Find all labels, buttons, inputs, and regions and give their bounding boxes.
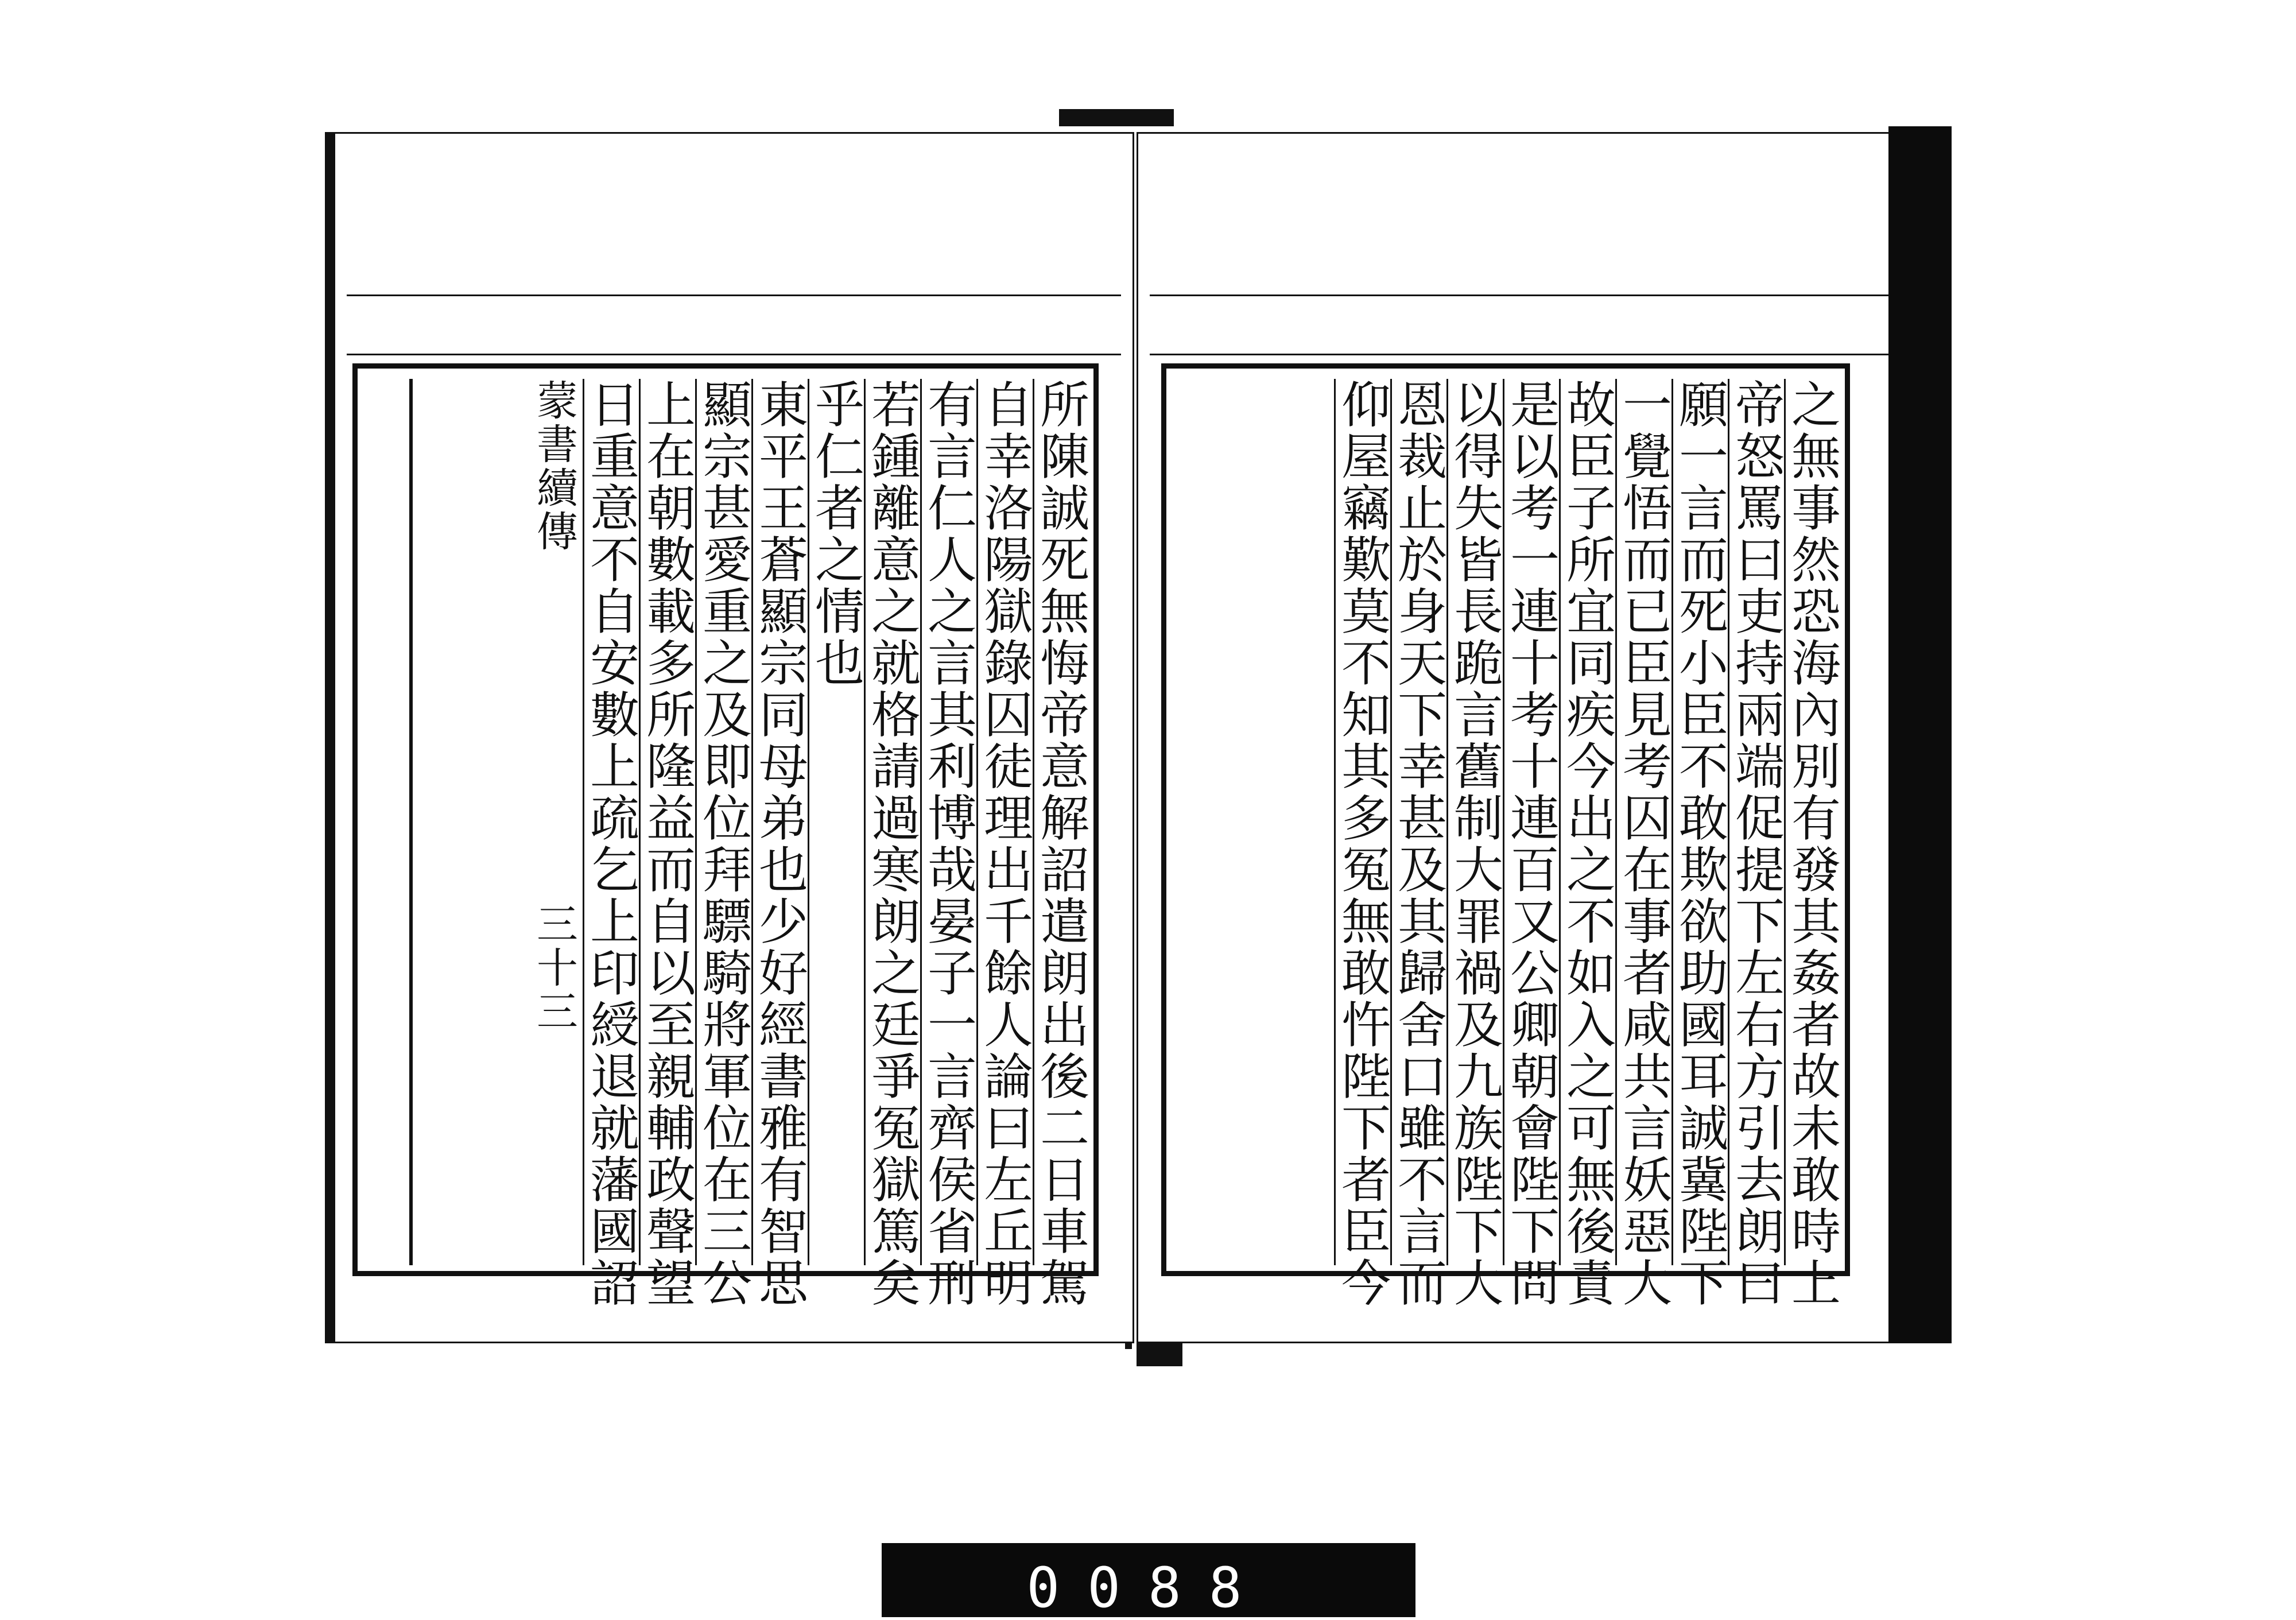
text-column: 上在朝數載多所隆益而自以至親輔政聲望 [638, 379, 695, 1309]
text-column: 仰屋竊歎莫不知其多冤無敢忤陛下者臣今 [1333, 379, 1390, 1309]
margin-title: 蒙書續傳 [530, 379, 578, 553]
margin-folio: 三十三 [530, 902, 578, 1033]
margin-title-strip [409, 379, 581, 1265]
text-column: 以得失皆長跪言舊制大罪禍及九族陛下大 [1445, 379, 1503, 1309]
right-page [1137, 132, 1952, 1343]
page-stack-edge [1888, 126, 1952, 1343]
text-column: 一覺悟而已臣見考囚在事者咸共言妖惡大 [1614, 379, 1671, 1309]
text-column: 自幸洛陽獄錄囚徒理出千餘人論曰左丘明 [975, 379, 1033, 1309]
text-column: 顯宗甚愛重之及即位拜驃騎將軍位在三公 [694, 379, 751, 1309]
right-text-frame [1161, 363, 1850, 1309]
text-column: 東平王蒼顯宗同母弟也少好經書雅有智思 [750, 379, 808, 1309]
text-column: 日重意不自安數上疏乞上印綬退就藩國詔 [581, 379, 639, 1309]
text-column: 願一言而死小臣不敢欺欲助國耳誠冀陛下 [1670, 379, 1728, 1309]
text-column: 是以考一連十考十連百又公卿朝會陛下問 [1502, 379, 1559, 1309]
text-column: 乎仁者之情也 [808, 379, 863, 1265]
left-text-frame [352, 363, 1099, 1309]
upper-margin-band [347, 294, 1121, 355]
text-column: 恩裁止於身天下幸甚及其歸舍口雖不言而 [1389, 379, 1446, 1309]
text-column: 有言仁人之言其利博哉晏子一言齊侯省刑 [919, 379, 976, 1309]
text-column: 之無事然恐海內別有發其姦者故未敢時上 [1783, 379, 1840, 1309]
archive-number: 0088 [1026, 1556, 1270, 1620]
binding-clip-bottom [1137, 1343, 1182, 1366]
left-page [325, 132, 1134, 1343]
upper-margin-band [1150, 294, 1938, 355]
text-column: 故臣子所宜同疾今出之不如入之可無後責 [1558, 379, 1615, 1309]
text-column: 所陳誠死無悔帝意解詔遣朗出後二日車駕 [1031, 379, 1089, 1309]
text-column: 若鍾離意之就格請過寒朗之廷爭冤獄篤矣 [863, 379, 920, 1309]
text-column: 帝怒罵曰吏持兩端促提下左右方引去朗曰 [1727, 379, 1784, 1309]
binding-clip-top [1059, 109, 1174, 126]
